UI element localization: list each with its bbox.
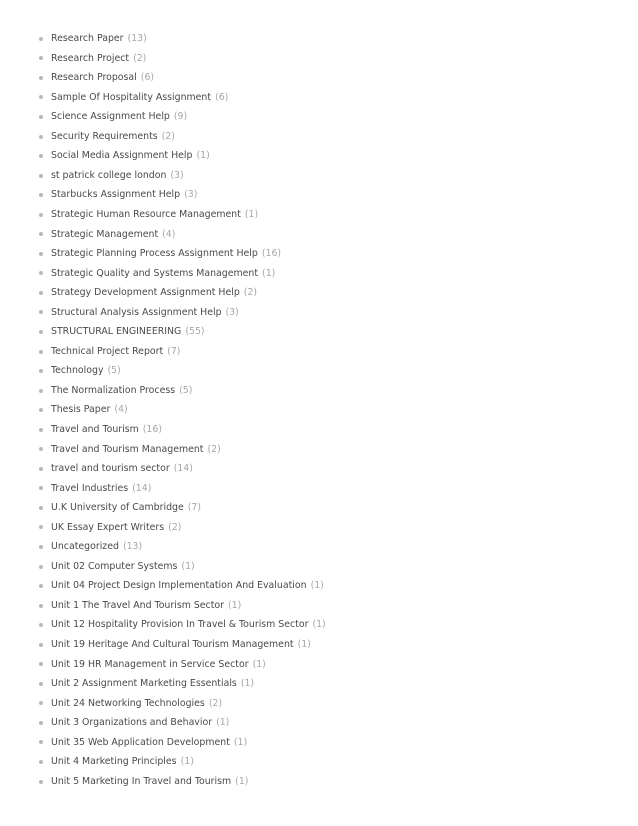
bullet-icon [39,604,43,608]
category-link[interactable]: st patrick college london [51,169,167,181]
category-post-count: (1) [227,599,242,611]
bullet-icon [39,662,43,666]
category-link[interactable]: Strategic Management [51,228,159,240]
category-post-count: (3) [225,306,239,318]
category-link[interactable]: Strategy Development Assignment Help [51,287,240,299]
category-post-count: (1) [196,150,210,162]
category-link[interactable]: Strategic Quality and Systems Management [51,267,259,279]
bullet-icon [39,174,43,178]
category-list-item [39,381,638,401]
bullet-icon [39,271,43,275]
category-link[interactable]: Strategic Human Resource Management [51,208,241,220]
category-post-count: (5) [179,384,193,396]
bullet-icon [39,350,43,354]
category-post-count: (7) [187,502,202,514]
category-link[interactable]: Strategic Planning Process Assignment Help [51,248,258,260]
category-link[interactable]: Travel and Tourism [51,424,139,435]
category-post-count: (4) [114,404,128,416]
category-link[interactable]: Travel Industries [51,482,129,494]
category-link[interactable]: Unit 24 Networking Technologies [51,697,205,709]
category-list-item [39,342,638,362]
category-link[interactable]: Technology [51,365,104,377]
category-link[interactable]: STRUCTURAL ENGINEERING [51,326,182,338]
category-post-count: (14) [173,463,193,475]
category-list-item [39,322,638,342]
category-link[interactable]: Unit 19 Heritage And Cultural Tourism Management [51,639,294,651]
category-post-count: (1) [180,756,194,768]
bullet-icon [39,760,43,764]
category-post-count: (2) [161,130,175,142]
category-list-item [39,264,638,284]
category-list-item [39,185,638,205]
category-link[interactable]: Security Requirements [51,130,158,142]
bullet-icon [39,330,43,334]
category-list-item [39,596,638,616]
bullet-icon [39,37,43,41]
category-link[interactable]: Unit 12 Hospitality Provision In Travel & Tourism Sector [51,619,309,631]
category-link[interactable]: Unit 35 Web Application Development [51,736,230,748]
bullet-icon [39,525,43,529]
category-link[interactable]: Research Paper [51,33,124,45]
category-post-count: (55) [185,326,205,338]
bullet-icon [39,408,43,412]
bullet-icon [39,252,43,256]
bullet-icon [39,389,43,393]
category-list-item [39,576,638,596]
bullet-icon [39,76,43,80]
category-post-count: (3) [184,189,198,201]
category-list-item [39,166,638,186]
category-list-item [39,127,638,147]
category-list-item [39,615,638,635]
category-post-count: (6) [215,91,229,103]
category-post-count: (1) [297,639,311,651]
category-post-count: (2) [168,521,182,533]
category-post-count: (1) [310,580,324,592]
category-list-item [39,537,638,557]
bullet-icon [39,701,43,705]
bullet-icon [39,213,43,217]
category-post-count: (1) [235,775,249,787]
category-link[interactable]: Unit 2 Assignment Marketing Essentials [51,678,237,690]
category-post-count: (2) [133,52,147,64]
bullet-icon [39,467,43,471]
category-list-item [39,694,638,714]
bullet-icon [39,428,43,432]
bullet-icon [39,135,43,139]
category-link[interactable]: Science Assignment Help [51,111,170,123]
bullet-icon [39,56,43,60]
category-link[interactable]: Sample Of Hospitality Assignment [51,91,212,103]
bullet-icon [39,447,43,451]
category-post-count: (1) [240,678,255,690]
bullet-icon [39,740,43,744]
category-post-count: (6) [140,72,155,84]
category-list-item [39,655,638,675]
category-list-item [39,303,638,323]
category-post-count: (4) [162,228,176,240]
category-post-count: (5) [107,365,121,377]
bullet-icon [39,506,43,510]
category-list-item [39,674,638,694]
category-list-item [39,244,638,264]
category-post-count: (9) [173,111,188,123]
category-link[interactable]: Unit 5 Marketing In Travel and Tourism [51,775,232,787]
category-list-item [39,224,638,244]
bullet-icon [39,193,43,197]
category-list-item [39,400,638,420]
category-link[interactable]: Unit 1 The Travel And Tourism Sector [51,599,224,611]
category-post-count: (1) [233,736,248,748]
category-link[interactable]: Research Proposal [51,72,137,84]
category-link[interactable]: U.K University of Cambridge [51,502,184,514]
category-list-item [39,557,638,577]
category-list-item [39,772,638,792]
bullet-icon [39,95,43,99]
category-link[interactable]: Unit 19 HR Management in Service Sector [51,658,249,670]
category-list-item [39,361,638,381]
category-link[interactable]: Travel and Tourism Management [51,443,204,455]
category-link[interactable]: Uncategorized [51,541,119,553]
category-post-count: (1) [262,267,276,279]
bullet-icon [39,643,43,647]
category-link[interactable]: Unit 02 Computer Systems [51,560,178,572]
category-list-item [39,459,638,479]
bullet-icon [39,369,43,373]
category-list-item [39,518,638,538]
category-list-item [39,498,638,518]
category-list-item [39,29,638,49]
category-list-item [39,635,638,655]
category-list-item [39,205,638,225]
category-link[interactable]: travel and tourism sector [51,463,170,475]
category-post-count: (1) [252,658,266,670]
category-link[interactable]: Starbucks Assignment Help [51,189,181,201]
bullet-icon [39,232,43,236]
bullet-icon [39,721,43,725]
bullet-icon [39,584,43,588]
bullet-icon [39,780,43,784]
bullet-icon [39,565,43,569]
category-post-count: (2) [207,443,221,455]
category-list-item [39,88,638,108]
category-post-count: (1) [181,560,195,572]
bullet-icon [39,310,43,314]
category-list-item [39,107,638,127]
category-post-count: (13) [122,541,143,553]
bullet-icon [39,115,43,119]
category-list-item [39,420,638,440]
category-link[interactable]: Social Media Assignment Help [51,150,193,162]
category-link[interactable]: Unit 4 Marketing Principles [51,756,177,768]
category-list-item [39,49,638,69]
bullet-icon [39,682,43,686]
category-post-count: (14) [132,482,152,494]
category-post-count: (1) [216,717,230,729]
category-list-item [39,283,638,303]
category-post-count: (7) [167,345,181,357]
category-post-count: (1) [244,208,259,220]
category-link[interactable]: The Normalization Process [51,384,176,396]
category-post-count: (2) [208,697,223,709]
category-link[interactable]: Unit 04 Project Design Implementation And Evaluation [51,580,307,592]
category-link[interactable]: Research Project [51,52,130,64]
category-post-count: (3) [170,169,184,181]
category-list-item [39,68,638,88]
bullet-icon [39,623,43,627]
category-post-count: (16) [261,248,282,260]
category-post-count: (1) [312,619,326,631]
category-post-count: (2) [243,287,258,299]
category-post-count: (16) [142,424,162,435]
category-link[interactable]: Technical Project Report [51,345,164,357]
category-list-item [39,479,638,499]
category-link[interactable]: Thesis Paper [51,404,111,416]
category-link[interactable]: Unit 3 Organizations and Behavior [51,717,213,729]
bullet-icon [39,545,43,549]
category-list-item [39,752,638,772]
bullet-icon [39,154,43,158]
category-post-count: (13) [127,33,147,45]
bullet-icon [39,291,43,295]
category-list-item [39,713,638,733]
category-list-item [39,146,638,166]
category-list-item [39,733,638,753]
category-list-item [39,439,638,459]
bullet-icon [39,486,43,490]
category-link[interactable]: Structural Analysis Assignment Help [51,306,222,318]
category-link[interactable]: UK Essay Expert Writers [51,521,165,533]
